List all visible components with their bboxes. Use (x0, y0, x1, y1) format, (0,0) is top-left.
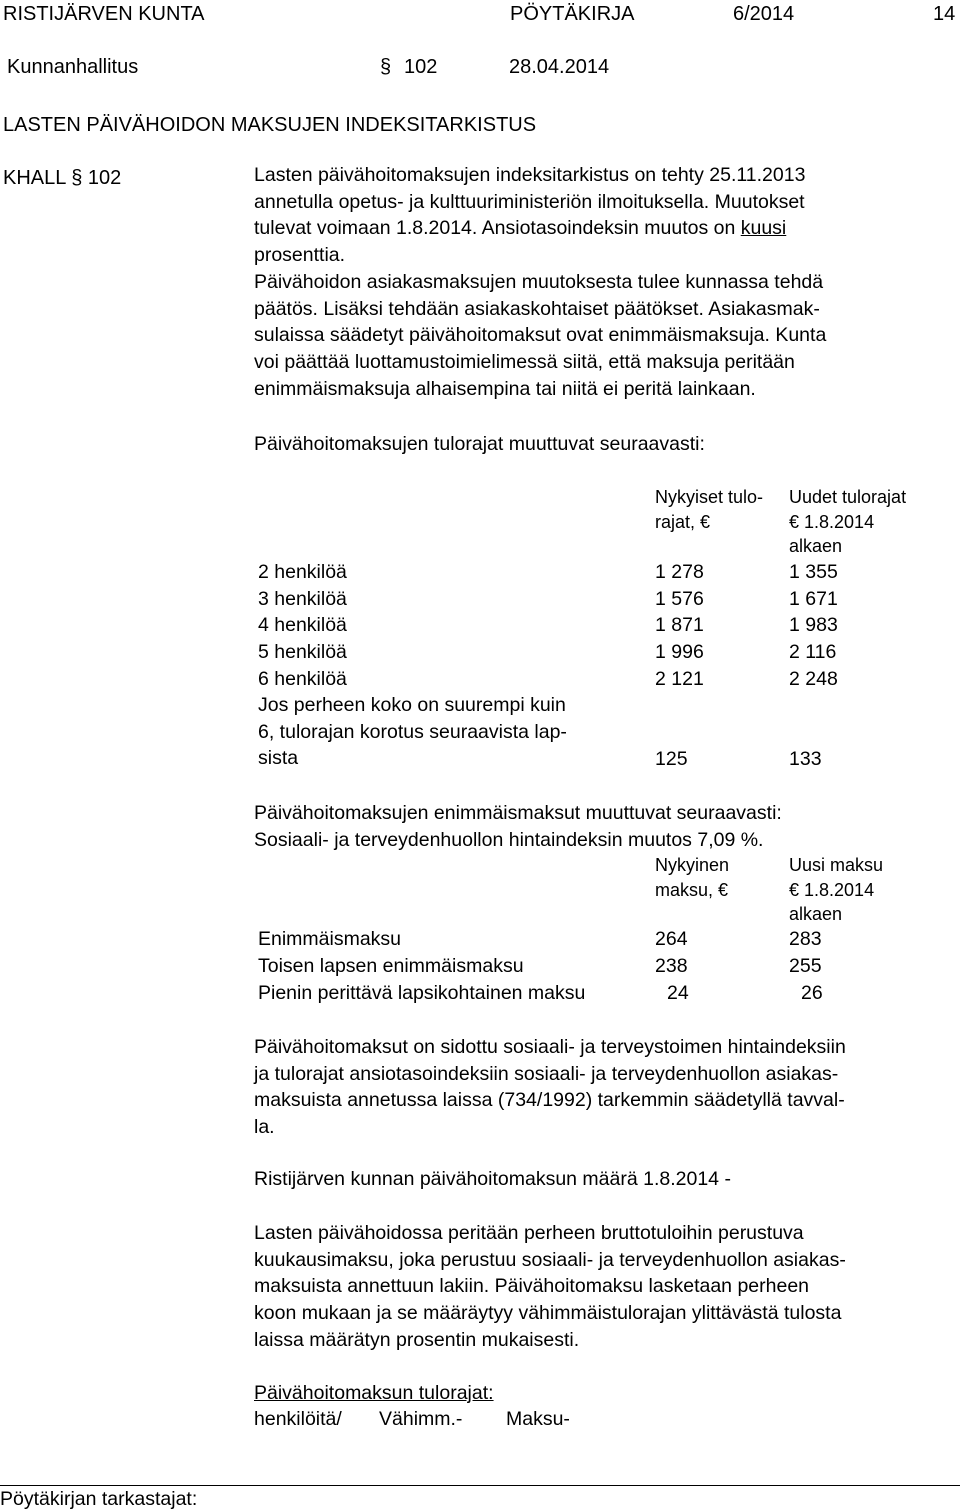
footer-checker-label: Pöytäkirjan tarkastajat: (0, 1488, 198, 1510)
fee-line: koon mukaan ja se määräytyy vähimmäistulorajan ylittävästä tulosta (254, 1302, 842, 1325)
intro-line: sulaissa säädetyt päivähoitomaksut ovat enimmäismaksuja. Kunta (254, 324, 827, 347)
limits-heading: Päivähoitomaksun tulorajat: (254, 1382, 494, 1404)
fee-line: kuukausimaksu, joka perustuu sosiaali- ja terveydenhuollon asiakas- (254, 1248, 846, 1271)
table-row-new: 283 (789, 928, 822, 950)
table-row-current: 264 (655, 928, 688, 950)
page-number: 14 (933, 3, 956, 25)
fee-col-current-header (655, 853, 729, 902)
index-line: la. (254, 1116, 275, 1139)
max-fee-intro-line: Päivähoitomaksujen enimmäismaksut muuttuvat seuraavasti: (254, 802, 782, 824)
table-row-current: 1 576 (655, 588, 704, 610)
table-row-current: 238 (655, 955, 688, 977)
table-extra-new: 133 (789, 748, 822, 770)
extra-label-line: 6, tulorajan korotus seuraavista lap- (258, 720, 567, 743)
fee-paragraph (254, 1220, 959, 1354)
table-row-label: 6 henkilöä (258, 668, 347, 690)
index-line: ja tulorajat ansiotasoindeksiin sosiaali- ja terveydenhuollon asiakas- (254, 1062, 839, 1085)
header-line: maksu, € (655, 879, 729, 900)
section-label-mark: § (71, 167, 83, 189)
table-row-current: 2 121 (655, 668, 704, 690)
body-name: Kunnanhallitus (7, 56, 139, 78)
header-line: Nykyinen (655, 855, 730, 875)
limits-col-fee: Maksu- (506, 1408, 570, 1430)
fee-line: laissa määrätyn prosentin mukaisesti. (254, 1328, 580, 1351)
footer-divider (0, 1485, 960, 1486)
intro-line: Lasten päivähoitomaksujen indeksitarkistus on tehty 25.11.2013 (254, 164, 806, 186)
page-title: LASTEN PÄIVÄHOIDON MAKSUJEN INDEKSITARKISTUS (3, 114, 537, 136)
fee-heading: Ristijärven kunnan päivähoitomaksun määrä 1.8.2014 - (254, 1168, 731, 1190)
section-number: 102 (404, 56, 438, 78)
table-row-new: 1 355 (789, 561, 838, 583)
income-limits-intro: Päivähoitomaksujen tulorajat muuttuvat seuraavasti: (254, 433, 705, 455)
meeting-date: 28.04.2014 (509, 56, 610, 78)
intro-line: annetulla opetus- ja kulttuuriministeriön ilmoituksella. Muutokset (254, 190, 805, 213)
max-fee-intro (254, 800, 959, 853)
section-mark: § (380, 56, 392, 78)
max-fee-intro-line: Sosiaali- ja terveydenhuollon hintaindeksin muutos 7,09 %. (254, 828, 764, 851)
table-row-current: 1 871 (655, 614, 704, 636)
fee-line: maksuista annettuun lakiin. Päivähoitomaksu lasketaan perheen (254, 1275, 810, 1298)
intro-line: enimmäismaksuja alhaisempina tai niitä ei peritä lainkaan. (254, 377, 756, 400)
table-row-label: 5 henkilöä (258, 641, 347, 663)
table-row-label: 2 henkilöä (258, 561, 347, 583)
table-row-label: 3 henkilöä (258, 588, 347, 610)
section-label (3, 168, 121, 188)
table-row-current: 1 278 (655, 561, 704, 583)
fee-line: Lasten päivähoidossa peritään perheen bruttotuloihin perustuva (254, 1222, 804, 1244)
income-col-current-header (655, 485, 763, 534)
document-type: PÖYTÄKIRJA (510, 3, 635, 25)
intro-paragraph (254, 162, 959, 402)
section-label-number: 102 (87, 167, 122, 189)
header-line: € 1.8.2014 (789, 879, 875, 900)
intro-line: päätös. Lisäksi tehdään asiakaskohtaiset päätökset. Asiakasmak- (254, 297, 820, 320)
section-label-text: KHALL (3, 167, 66, 189)
intro-line: Päivähoidon asiakasmaksujen muutoksesta tulee kunnassa tehdä (254, 270, 824, 293)
table-row-current: 1 996 (655, 641, 704, 663)
issue-number: 6/2014 (733, 3, 795, 25)
intro-line: prosenttia. (254, 244, 346, 267)
table-row-label: Toisen lapsen enimmäismaksu (258, 955, 524, 977)
index-paragraph (254, 1034, 959, 1141)
table-row-new: 2 248 (789, 668, 838, 690)
table-row-new: 255 (789, 955, 822, 977)
limits-col-min: Vähimm.- (379, 1408, 463, 1430)
table-row-new: 26 (801, 982, 823, 1004)
income-col-new-header (789, 485, 906, 559)
municipality-name: RISTIJÄRVEN KUNTA (3, 3, 205, 25)
limits-col-persons: henkilöitä/ (254, 1408, 342, 1430)
table-row-new: 1 983 (789, 614, 838, 636)
index-line: Päivähoitomaksut on sidottu sosiaali- ja terveystoimen hintaindeksiin (254, 1036, 846, 1058)
table-row-label: 4 henkilöä (258, 614, 347, 636)
header-line: alkaen (789, 904, 843, 924)
table-extra-current: 125 (655, 748, 688, 770)
header-line: Nykyiset tulo- (655, 487, 764, 507)
intro-line: tulevat voimaan 1.8.2014. Ansiotasoindeksin muutos on (254, 217, 741, 240)
table-row-current: 24 (667, 982, 689, 1004)
extra-label-line: Jos perheen koko on suurempi kuin (258, 694, 566, 716)
extra-label-line: sista (258, 747, 299, 770)
table-row-label: Enimmäismaksu (258, 928, 402, 950)
header-line: alkaen (789, 536, 843, 556)
table-row-label: Pienin perittävä lapsikohtainen maksu (258, 982, 586, 1004)
index-line: maksuista annetussa laissa (734/1992) tarkemmin säädetyllä tavval- (254, 1089, 845, 1112)
table-row-new: 1 671 (789, 588, 838, 610)
underlined-word: kuusi (740, 217, 787, 240)
intro-line: voi päättää luottamustoimielimessä siitä, että maksuja peritään (254, 350, 795, 373)
header-line: rajat, € (655, 511, 711, 532)
table-extra-label (258, 692, 567, 772)
header-line: Uudet tulorajat (789, 487, 907, 507)
header-line: Uusi maksu (789, 855, 884, 875)
table-row-new: 2 116 (789, 641, 837, 663)
fee-col-new-header (789, 853, 883, 927)
header-line: € 1.8.2014 (789, 511, 875, 532)
